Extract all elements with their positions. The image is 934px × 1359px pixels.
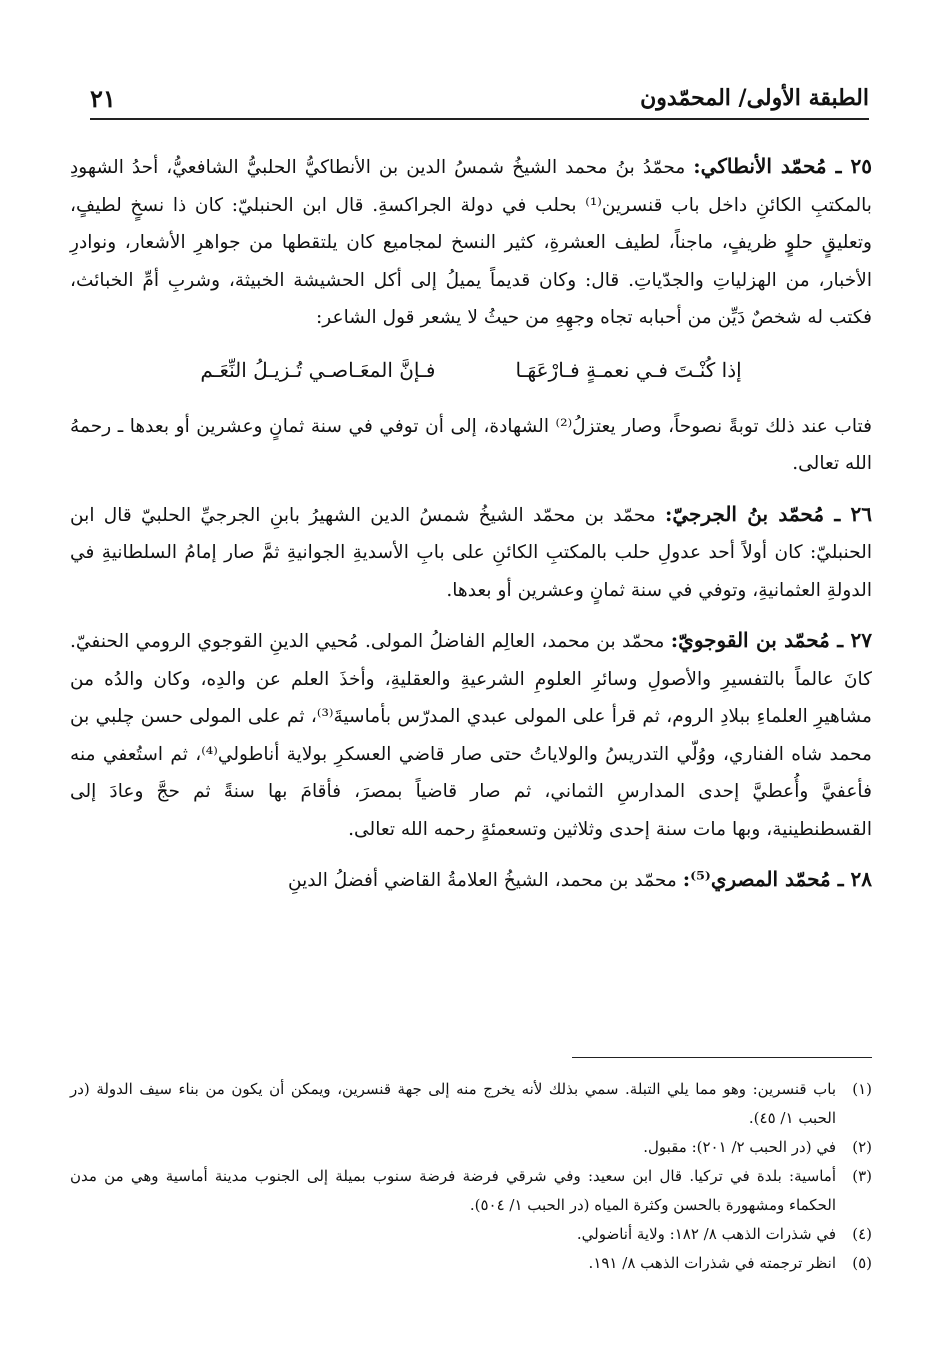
biography-entry-26 (70, 496, 872, 610)
footnote-number: (٢) (852, 1138, 872, 1156)
page-header (90, 78, 869, 120)
biography-entry-28 (70, 861, 872, 900)
entry-text: محمّد بن محمّد الشيخُ شمسُ الدين الشهيرُ بابنِ الجرجيِّ الحلبيّ قال ابن الحنبليّ: كان أولاً أحد عدولِ حلب بالمكتبِ الكائنِ على بابِ الأسديةِ الجوانيةِ ثمَّ صار إمامُ السلطانيةِ في الدولةِ العثمانيةِ، وتوفي في سنة ثمانٍ وعشرين أو بعدها. (70, 504, 872, 601)
footnote-separator (572, 1057, 872, 1058)
verse-hemistich-first: إذا كُنْـتَ فـي نعمـةٍ فـارْعَهَـا (515, 357, 742, 382)
page-body (70, 148, 872, 913)
entry-heading: ٢٨ ـ مُحمّد المصري⁽⁵⁾: (682, 867, 872, 891)
footnote (70, 1249, 872, 1278)
running-title: الطبقة الأولى/ المحمّدون (640, 85, 869, 111)
footnotes (70, 1075, 872, 1278)
footnote-text: انظر ترجمته في شذرات الذهب ٨/ ١٩١. (588, 1254, 836, 1272)
footnote-number: (٤) (852, 1225, 872, 1243)
poetry-verse (70, 350, 872, 390)
footnote-text: أماسية: بلدة في تركيا. قال ابن سعيد: وفي شرقي فرضة فرضة سنوب بميلة إلى الجنوب مدينة أماسية وهي من مدن الحكماء ومشهورة بالحسن وكثرة المياه (در الحبب ١/ ٥٠٤). (70, 1167, 836, 1214)
footnote-text: في شذرات الذهب ٨/ ١٨٢: ولاية أناضولي. (576, 1225, 836, 1243)
footnote (70, 1162, 872, 1220)
footnote-number: (١) (852, 1080, 872, 1098)
entry-heading: ٢٦ ـ مُحمّد بنُ الجرجيّ: (664, 501, 872, 526)
entry-text: محمّد بن محمد، الشيخُ العلامةُ القاضي أفضلُ الدينِ (287, 870, 677, 891)
entry-text: محمّدُ بنُ محمد الشيخُ شمسُ الدين بن الأنطاكيُّ الحلبيُّ الشافعيُّ، أحدُ الشهودِ بالمكتبِ الكائنِ داخل باب قنسرين⁽¹⁾ بحلب في دولة الجراكسةِ. قال ابن الحنبليّ: كان ذا نسخٍ لطيفٍ، وتعليقٍ حلوٍ ظريفٍ، ماجناً، لطيف العشرةِ، كثير النسخ لمجاميع كان يلتقطها من جواهرِ الأشعار، ونوادرِ الأخبار، من الهزلياتِ والجدّياتِ. قال: وكان قديماً يميلُ إلى أكل الحشيشة الخبيثة، وشربِ أمِّ الخبائث، فكتب له شخصٌ دَيِّن من أحبابه تجاه وجهِهِ من حيثُ لا يشعر قول الشاعر: (70, 157, 872, 328)
footnote-number: (٥) (852, 1254, 872, 1272)
entry-heading: ٢٧ ـ مُحمّد بن القوجويّ: (670, 628, 872, 652)
entry-heading: ٢٥ ـ مُحمّد الأنطاكي: (693, 154, 872, 178)
footnote (70, 1075, 872, 1133)
footnote (70, 1133, 872, 1162)
biography-entry-25 (70, 148, 872, 337)
footnote-number: (٣) (852, 1167, 872, 1185)
verse-hemistich-second: فـإنَّ المعَـاصـي تُـزيـلُ النِّعَـم (200, 357, 436, 382)
footnote-text: في (در الحبب ٢/ ٢٠١): مقبول. (643, 1138, 836, 1156)
footnote-text: باب قنسرين: وهو مما يلي التبلة. سمي بذلك لأنه يخرج منه إلى جهة قنسرين، ويمكن أن يكون من بناء سيف الدولة (در الحبب ١/ ٤٥). (70, 1080, 836, 1127)
footnote (70, 1220, 872, 1249)
biography-entry-27 (70, 622, 872, 848)
entry-text: محمّد بن محمد، العالِم الفاضلُ المولى. مُحيي الدينِ القوجوي الرومي الحنفيّ. كانَ عالماً بالتفسيرِ والأصولِ وسائرِ العلومِ الشرعيةِ والعقليةِ، وأخذَ العلم عن والدِه، وكان والدُه من مشاهيرِ العلماءِ ببلادِ الروم، ثم قرأ على المولى عبدي المدرّس بأماسيةَ⁽³⁾، ثم على المولى حسن چلبي بن محمد شاه الفناري، ووُلّي التدريسُ والولاياتُ حتى صار قاضي العسكرِ بولاية أناطولي⁽⁴⁾، ثم استُعفي منه فأعفيَّ وأُعطيَّ إحدى المدارسِ الثماني، ثم صار قاضياً بمصرَ، فأقامَ بها سنةً ثم حجَّ وعادَ إلى القسطنطينية، وبها مات سنة إحدى وثلاثين وتسعمئةٍ رحمه الله تعالى. (70, 631, 873, 840)
entry-text-continued: فتاب عند ذلك توبةً نصوحاً، وصار يعتزلُ⁽²⁾ الشهادة، إلى أن توفي في سنة ثمانٍ وعشرين أو بعدها ـ رحمهُ الله تعالى. (70, 415, 872, 474)
page-number: ٢١ (90, 83, 116, 113)
